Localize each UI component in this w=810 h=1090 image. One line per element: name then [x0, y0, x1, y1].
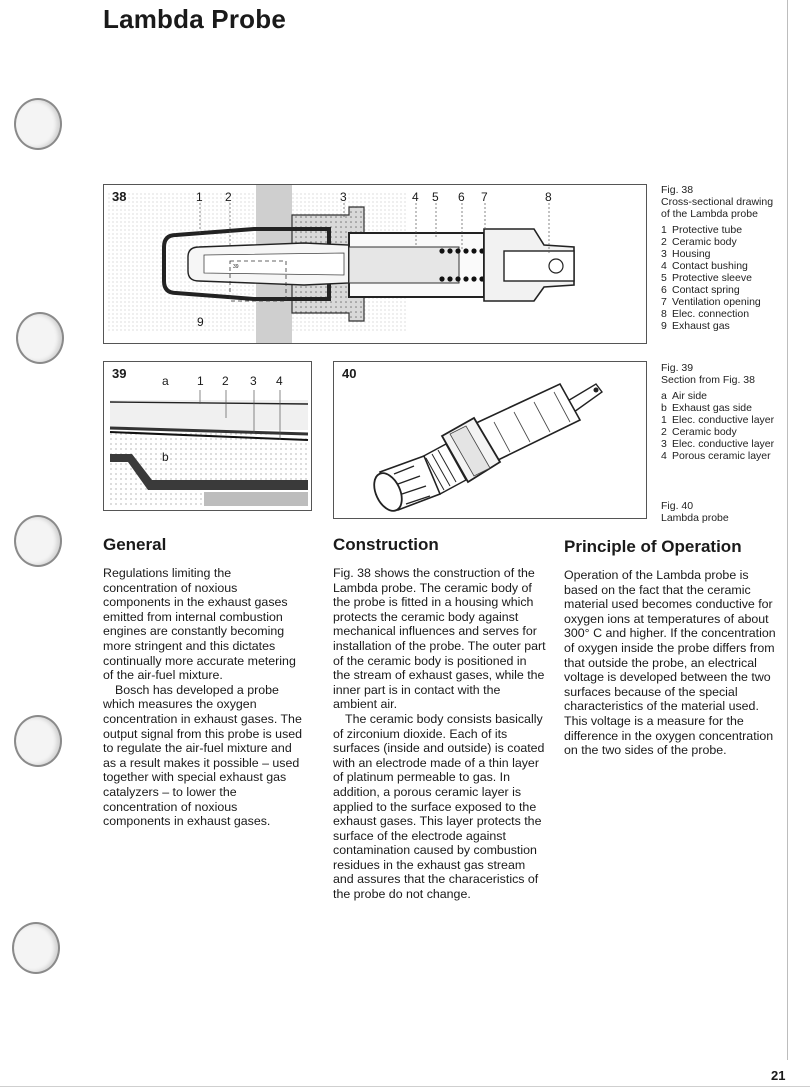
section-body-principle [564, 568, 776, 758]
legend-item: 6 Contact spring [661, 284, 740, 296]
binder-hole-icon [14, 515, 62, 567]
callout-label: 5 [432, 190, 439, 204]
paragraph: Regulations limiting the concentration of noxious components in the exhaust gases emitted from internal combustion engines are constantly becoming more stringent and this dictates continually more accurate metering of the air-fuel mixture. [103, 566, 296, 683]
figure-number: 39 [112, 366, 127, 381]
callout-label: 4 [276, 374, 283, 388]
caption-title: Fig. 38 Cross-sectional drawing of the Lambda probe [661, 184, 774, 220]
paragraph: Fig. 38 shows the construction of the Lambda probe. The ceramic body of the probe is fitted in a housing which protects the ceramic body against mechanical influences and serves for installation of the probe. The outer part of the ceramic body is positioned in the stream of exhaust gases, while the inner part is in contact with the ambient air. [333, 566, 546, 712]
section-heading-construction: Construction [333, 535, 439, 554]
binder-hole-icon [14, 98, 62, 150]
legend-item: 5 Protective sleeve [661, 272, 752, 284]
figure-number: 40 [342, 366, 357, 381]
figure-39-caption [661, 362, 786, 462]
paragraph: Operation of the Lambda probe is based on the fact that the ceramic material used becomes conductive for oxygen ions at temperatures of about 300° C and higher. If the concentration of oxygen inside the probe differs from that outside the probe, an electrical voltage is developed between the two surfaces because of the special characteristics of the material used. This voltage is a measure for the difference in the oxygen concentration on the two sides of the probe. [564, 568, 776, 758]
legend-item: 4 Porous ceramic layer [661, 450, 771, 462]
section-heading-general: General [103, 535, 167, 554]
figure-38 [103, 184, 647, 344]
callout-label: 2 [225, 190, 232, 204]
paragraph: Bosch has developed a probe which measures the oxygen concentration in exhaust gases. The output signal from this probe is used to regulate the air-fuel mixture and as a result makes it possible – used together with special exhaust gas catalyzers – to lower the concentration of noxious components in exhaust gases. [103, 682, 303, 829]
figure-40 [333, 361, 647, 519]
callout-label: 1 [196, 190, 203, 204]
section-heading-principle: Principle of Operation [564, 537, 742, 556]
figure-39 [103, 361, 312, 511]
callout-label: 1 [197, 374, 204, 388]
callout-label: 4 [412, 190, 419, 204]
legend-item: 7 Ventilation opening [661, 296, 761, 308]
figure-39-legend [661, 390, 786, 462]
legend-item: b Exhaust gas side [661, 402, 752, 414]
callout-label: b [162, 450, 169, 464]
legend-item: 9 Exhaust gas [661, 320, 730, 332]
legend-item: 3 Elec. conductive layer [661, 438, 775, 450]
page-title: Lambda Probe [103, 4, 286, 34]
legend-item: 8 Elec. connection [661, 308, 750, 320]
section-body-construction [333, 566, 547, 902]
page-bottom-edge [0, 1086, 810, 1087]
legend-item: 2 Ceramic body [661, 426, 737, 438]
callout-label: 3 [250, 374, 257, 388]
callout-label: 3 [340, 190, 347, 204]
section-body-general [103, 566, 305, 829]
figure-38-legend [661, 224, 786, 332]
paragraph: The ceramic body consists basically of zirconium dioxide. Each of its surfaces (inside and outside) is coated with an electrode made of a thin layer of platinum permeable to gas. In addition, a porous ceramic layer is applied to the surface exposed to the exhaust gases. This layer protects the surface of the electrode against contamination caused by combustion residues in the exhaust gas stream and assures that the characeristics of the probe do not change. [333, 711, 545, 902]
figure-38-caption [661, 184, 786, 332]
caption-title: Fig. 39 Section from Fig. 38 [661, 362, 755, 386]
legend-item: 3 Housing [661, 248, 711, 260]
callout-label: 8 [545, 190, 552, 204]
legend-item: 2 Ceramic body [661, 236, 737, 248]
probe-cross-section-drawing [104, 185, 646, 343]
lambda-probe-illustration [334, 362, 646, 518]
page-edge-line [787, 0, 788, 1060]
inset-reference-label: 39 [233, 264, 239, 270]
legend-item: 1 Protective tube [661, 224, 743, 236]
legend-item: a Air side [661, 390, 708, 402]
callout-label: 7 [481, 190, 488, 204]
legend-item: 1 Elec. conductive layer [661, 414, 775, 426]
callout-label: 2 [222, 374, 229, 388]
figure-number: 38 [112, 189, 127, 204]
binder-hole-icon [12, 922, 60, 974]
binder-hole-icon [16, 312, 64, 364]
callout-label: 6 [458, 190, 465, 204]
binder-hole-icon [14, 715, 62, 767]
legend-item: 4 Contact bushing [661, 260, 748, 272]
callout-label: 9 [197, 315, 204, 329]
page-number: 21 [771, 1068, 786, 1083]
figure-40-caption: Fig. 40 Lambda probe [661, 500, 729, 524]
callout-label: a [162, 374, 169, 388]
